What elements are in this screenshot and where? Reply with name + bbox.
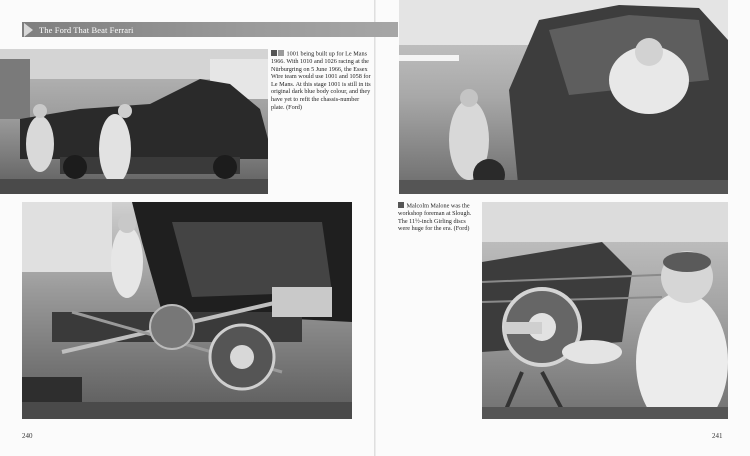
photo-rear-suspension bbox=[22, 202, 352, 419]
photo-workshop-build bbox=[0, 49, 268, 194]
caption-marker-icon bbox=[271, 50, 277, 56]
running-head bbox=[22, 22, 398, 37]
arrow-icon bbox=[24, 23, 33, 37]
page-number-right: 241 bbox=[712, 432, 723, 440]
caption-marker-icon bbox=[278, 50, 284, 56]
caption-foreman-text: Malcolm Malone was the workshop foreman at Slough. The 11½-inch Girling discs were huge for the era. (Ford) bbox=[398, 202, 472, 233]
photo-brake-disc-foreman bbox=[482, 202, 728, 419]
caption-build-up-text: 1001 being built up for Le Mans 1966. With 1010 and 1026 racing at the Nürburgring on 5 June 1966, the Essex Wire team would use 1001 and 1058 for Le Mans. At this stage 1001 is still in its original dark blue body colour, and they have yet to refit the chassis-number plate. (Ford) bbox=[271, 50, 371, 111]
caption-build-up bbox=[271, 50, 371, 111]
photo-body-fitting bbox=[399, 0, 728, 194]
caption-marker-icon bbox=[398, 202, 404, 208]
caption-foreman bbox=[398, 202, 476, 233]
running-head-title: The Ford That Beat Ferrari bbox=[39, 24, 134, 35]
page-number-left: 240 bbox=[22, 432, 33, 440]
